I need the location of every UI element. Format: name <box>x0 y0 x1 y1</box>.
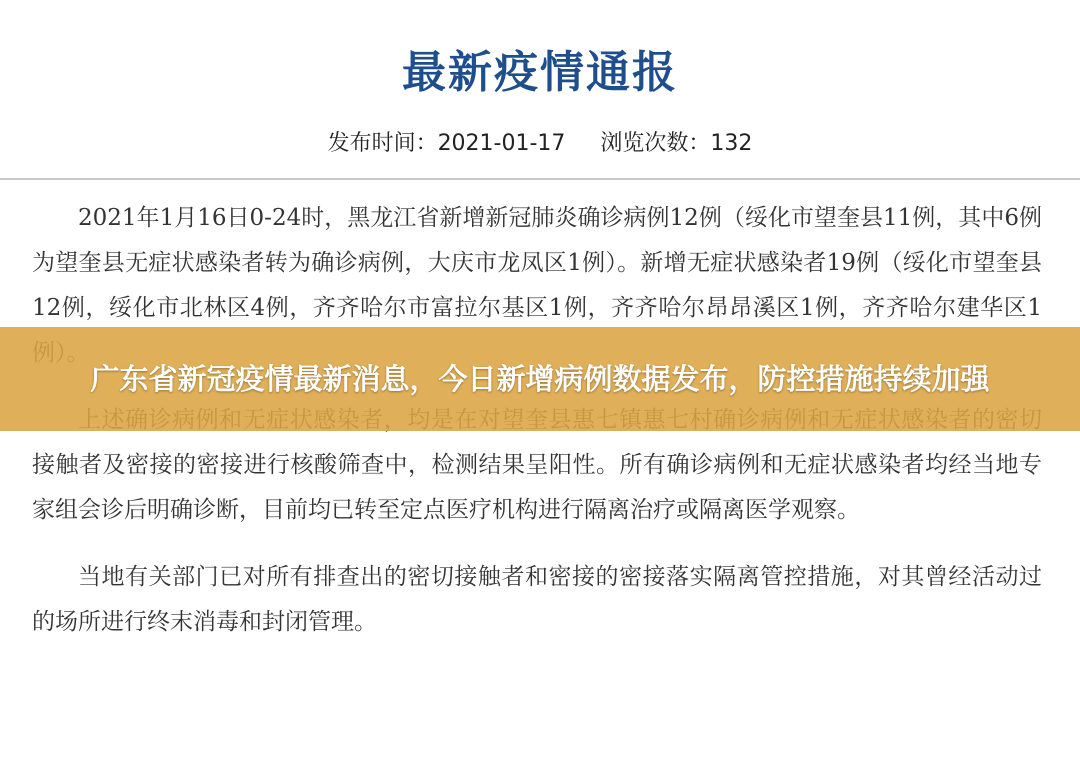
publish-date: 发布时间：2021-01-17 <box>327 131 566 156</box>
article-paragraph: 接触者及密接的密接进行核酸筛查中，检测结果呈阳性。所有确诊病例和无症状感染者均经当地专家组会诊后明确诊断，目前均已转至定点医疗机构进行隔离治疗或隔离医学观察。 <box>32 452 1042 523</box>
headline-banner <box>0 327 1080 431</box>
divider <box>0 178 1080 180</box>
banner-headline: 广东省新冠疫情最新消息，今日新增病例数据发布，防控措施持续加强 <box>90 362 990 396</box>
view-count: 浏览次数：132 <box>600 131 753 156</box>
article-body <box>32 196 1042 667</box>
article-paragraph: 当地有关部门已对所有排查出的密切接触者和密接的密接落实隔离管控措施，对其曾经活动过的场所进行终末消毒和封闭管理。 <box>32 564 1042 635</box>
page-title: 最新疫情通报 <box>402 47 678 98</box>
article-paragraph: 2021年1月16日0-24时，黑龙江省新增新冠肺炎确诊病例12例（绥化市望奎县11例，其中6例为望奎县无症状感染者转为确诊病例，大庆市龙凤区1例）。新增无症状感染者19例（绥化市望奎县12例，绥化市北林区4例，齐齐哈尔市富拉尔基区1例，齐齐哈尔昂昂溪区1例，齐齐哈尔建华区1 <box>32 205 1042 321</box>
article-meta <box>0 126 1080 157</box>
